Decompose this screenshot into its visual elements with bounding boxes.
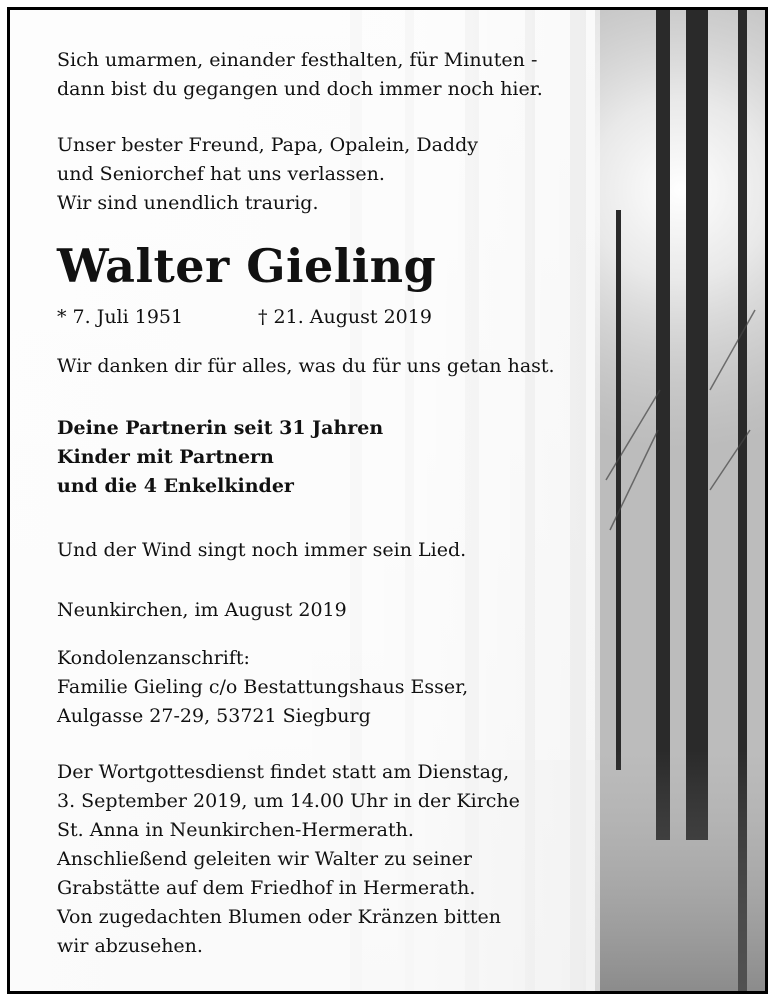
death-date: † 21. August 2019	[258, 306, 432, 328]
mourners-line-1: Deine Partnerin seit 31 Jahren	[57, 417, 384, 439]
condolence-line-2: Aulgasse 27-29, 53721 Siegburg	[57, 705, 371, 727]
service-line-4: Anschließend geleiten wir Walter zu seiner	[57, 848, 472, 870]
condolence-label: Kondolenzanschrift:	[57, 647, 250, 669]
intro-line-3: Wir sind unendlich traurig.	[57, 192, 319, 214]
obituary-card	[7, 7, 768, 994]
deceased-name: Walter Gieling	[57, 239, 437, 293]
intro-line-2: und Seniorchef hat uns verlassen.	[57, 163, 385, 185]
service-line-3: St. Anna in Neunkirchen-Hermerath.	[57, 819, 414, 841]
condolence-line-1: Familie Gieling c/o Bestattungshaus Esser,	[57, 676, 469, 698]
wind-text: Und der Wind singt noch immer sein Lied.	[57, 539, 467, 561]
intro-line-1: Unser bester Freund, Papa, Opalein, Daddy	[57, 134, 478, 156]
service-line-7: wir abzusehen.	[57, 935, 203, 957]
service-line-5: Grabstätte auf dem Friedhof in Hermerath.	[57, 877, 476, 899]
service-line-2: 3. September 2019, um 14.00 Uhr in der Kirche	[57, 790, 520, 812]
poem-line-1: Sich umarmen, einander festhalten, für Minuten -	[57, 49, 538, 71]
service-line-6: Von zugedachten Blumen oder Kränzen bitten	[57, 906, 502, 928]
thanks-text: Wir danken dir für alles, was du für uns getan hast.	[57, 355, 555, 377]
service-line-1: Der Wortgottesdienst findet statt am Dienstag,	[57, 761, 510, 783]
birth-date: * 7. Juli 1951	[57, 306, 184, 328]
poem-line-2: dann bist du gegangen und doch immer noch hier.	[57, 78, 543, 100]
place-date: Neunkirchen, im August 2019	[57, 599, 347, 621]
mourners-line-2: Kinder mit Partnern	[57, 446, 274, 468]
mourners-line-3: und die 4 Enkelkinder	[57, 475, 294, 497]
